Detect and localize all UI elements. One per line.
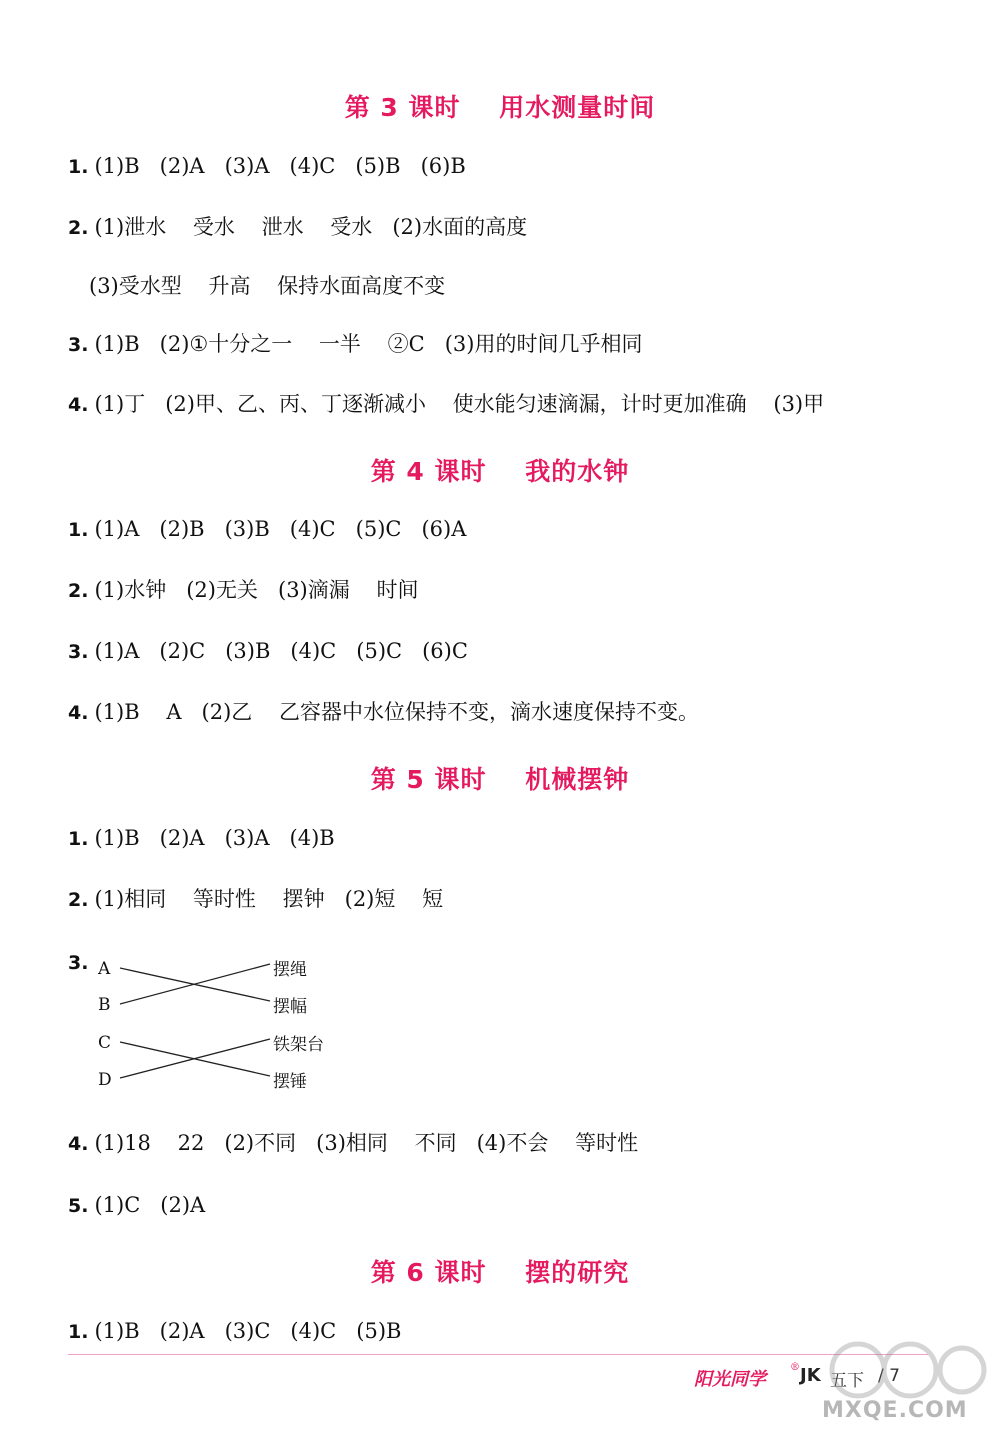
answer-line: 2. (1)泄水 受水 泄水 受水 (2)水面的高度 <box>68 215 528 239</box>
answer-line: 1. (1)B (2)A (3)C (4)C (5)B <box>68 1319 402 1343</box>
match-left-c: C <box>98 1033 112 1053</box>
answer-line: 4. (1)18 22 (2)不同 (3)相同 不同 (4)不会 等时性 <box>68 1131 639 1155</box>
answer-line: 2. (1)相同 等时性 摆钟 (2)短 短 <box>68 887 444 911</box>
lesson-4-title: 第 4 课时 我的水钟 <box>370 457 630 486</box>
registered-mark: ® <box>790 1362 800 1373</box>
grade-label: 五下 <box>830 1371 864 1391</box>
answer-line: 4. (1)B A (2)乙 乙容器中水位保持不变，滴水速度保持不变。 <box>68 700 699 724</box>
brand-logo: 阳光同学 <box>694 1369 766 1390</box>
answer-line: 1. (1)B (2)A (3)A (4)C (5)B (6)B <box>68 154 466 178</box>
lesson-3-title: 第 3 课时 用水测量时间 <box>344 93 656 122</box>
answer-line: 1. (1)A (2)B (3)B (4)C (5)C (6)A <box>68 517 467 541</box>
lesson-6-title: 第 6 课时 摆的研究 <box>370 1258 630 1287</box>
match-line-1 <box>120 964 270 1004</box>
page-number: / 7 <box>878 1366 900 1386</box>
footer-rule <box>68 1354 928 1355</box>
match-lines <box>68 950 368 1090</box>
answer-line: 1. (1)B (2)A (3)A (4)B <box>68 826 335 850</box>
match-line-3 <box>120 1039 270 1078</box>
match-right-bob: 摆锤 <box>273 1072 307 1092</box>
lesson-5-title: 第 5 课时 机械摆钟 <box>370 765 630 794</box>
match-right-rope: 摆绳 <box>273 960 307 980</box>
answer-line: (3)受水型 升高 保持水面高度不变 <box>89 274 446 298</box>
answer-line: 2. (1)水钟 (2)无关 (3)滴漏 时间 <box>68 578 419 602</box>
answer-line: 3. (1)A (2)C (3)B (4)C (5)C (6)C <box>68 639 468 663</box>
edition-code: JK <box>800 1365 821 1386</box>
match-left-d: D <box>98 1070 112 1090</box>
answer-line: 3. (1)B (2)①十分之一 一半 ②C (3)用的时间几乎相同 <box>68 332 643 356</box>
question-number: 3. <box>68 952 89 974</box>
answer-line: 4. (1)丁 (2)甲、乙、丙、丁逐渐减小 使水能匀速滴漏，计时更加准确 (3)甲 <box>68 392 825 416</box>
match-left-a: A <box>98 959 111 979</box>
watermark-text: MXQE.COM <box>822 1398 968 1423</box>
match-right-amplitude: 摆幅 <box>273 997 307 1017</box>
match-left-b: B <box>98 995 111 1015</box>
match-right-stand: 铁架台 <box>273 1035 324 1055</box>
answer-line: 5. (1)C (2)A <box>68 1193 206 1217</box>
matching-diagram <box>68 950 368 1090</box>
